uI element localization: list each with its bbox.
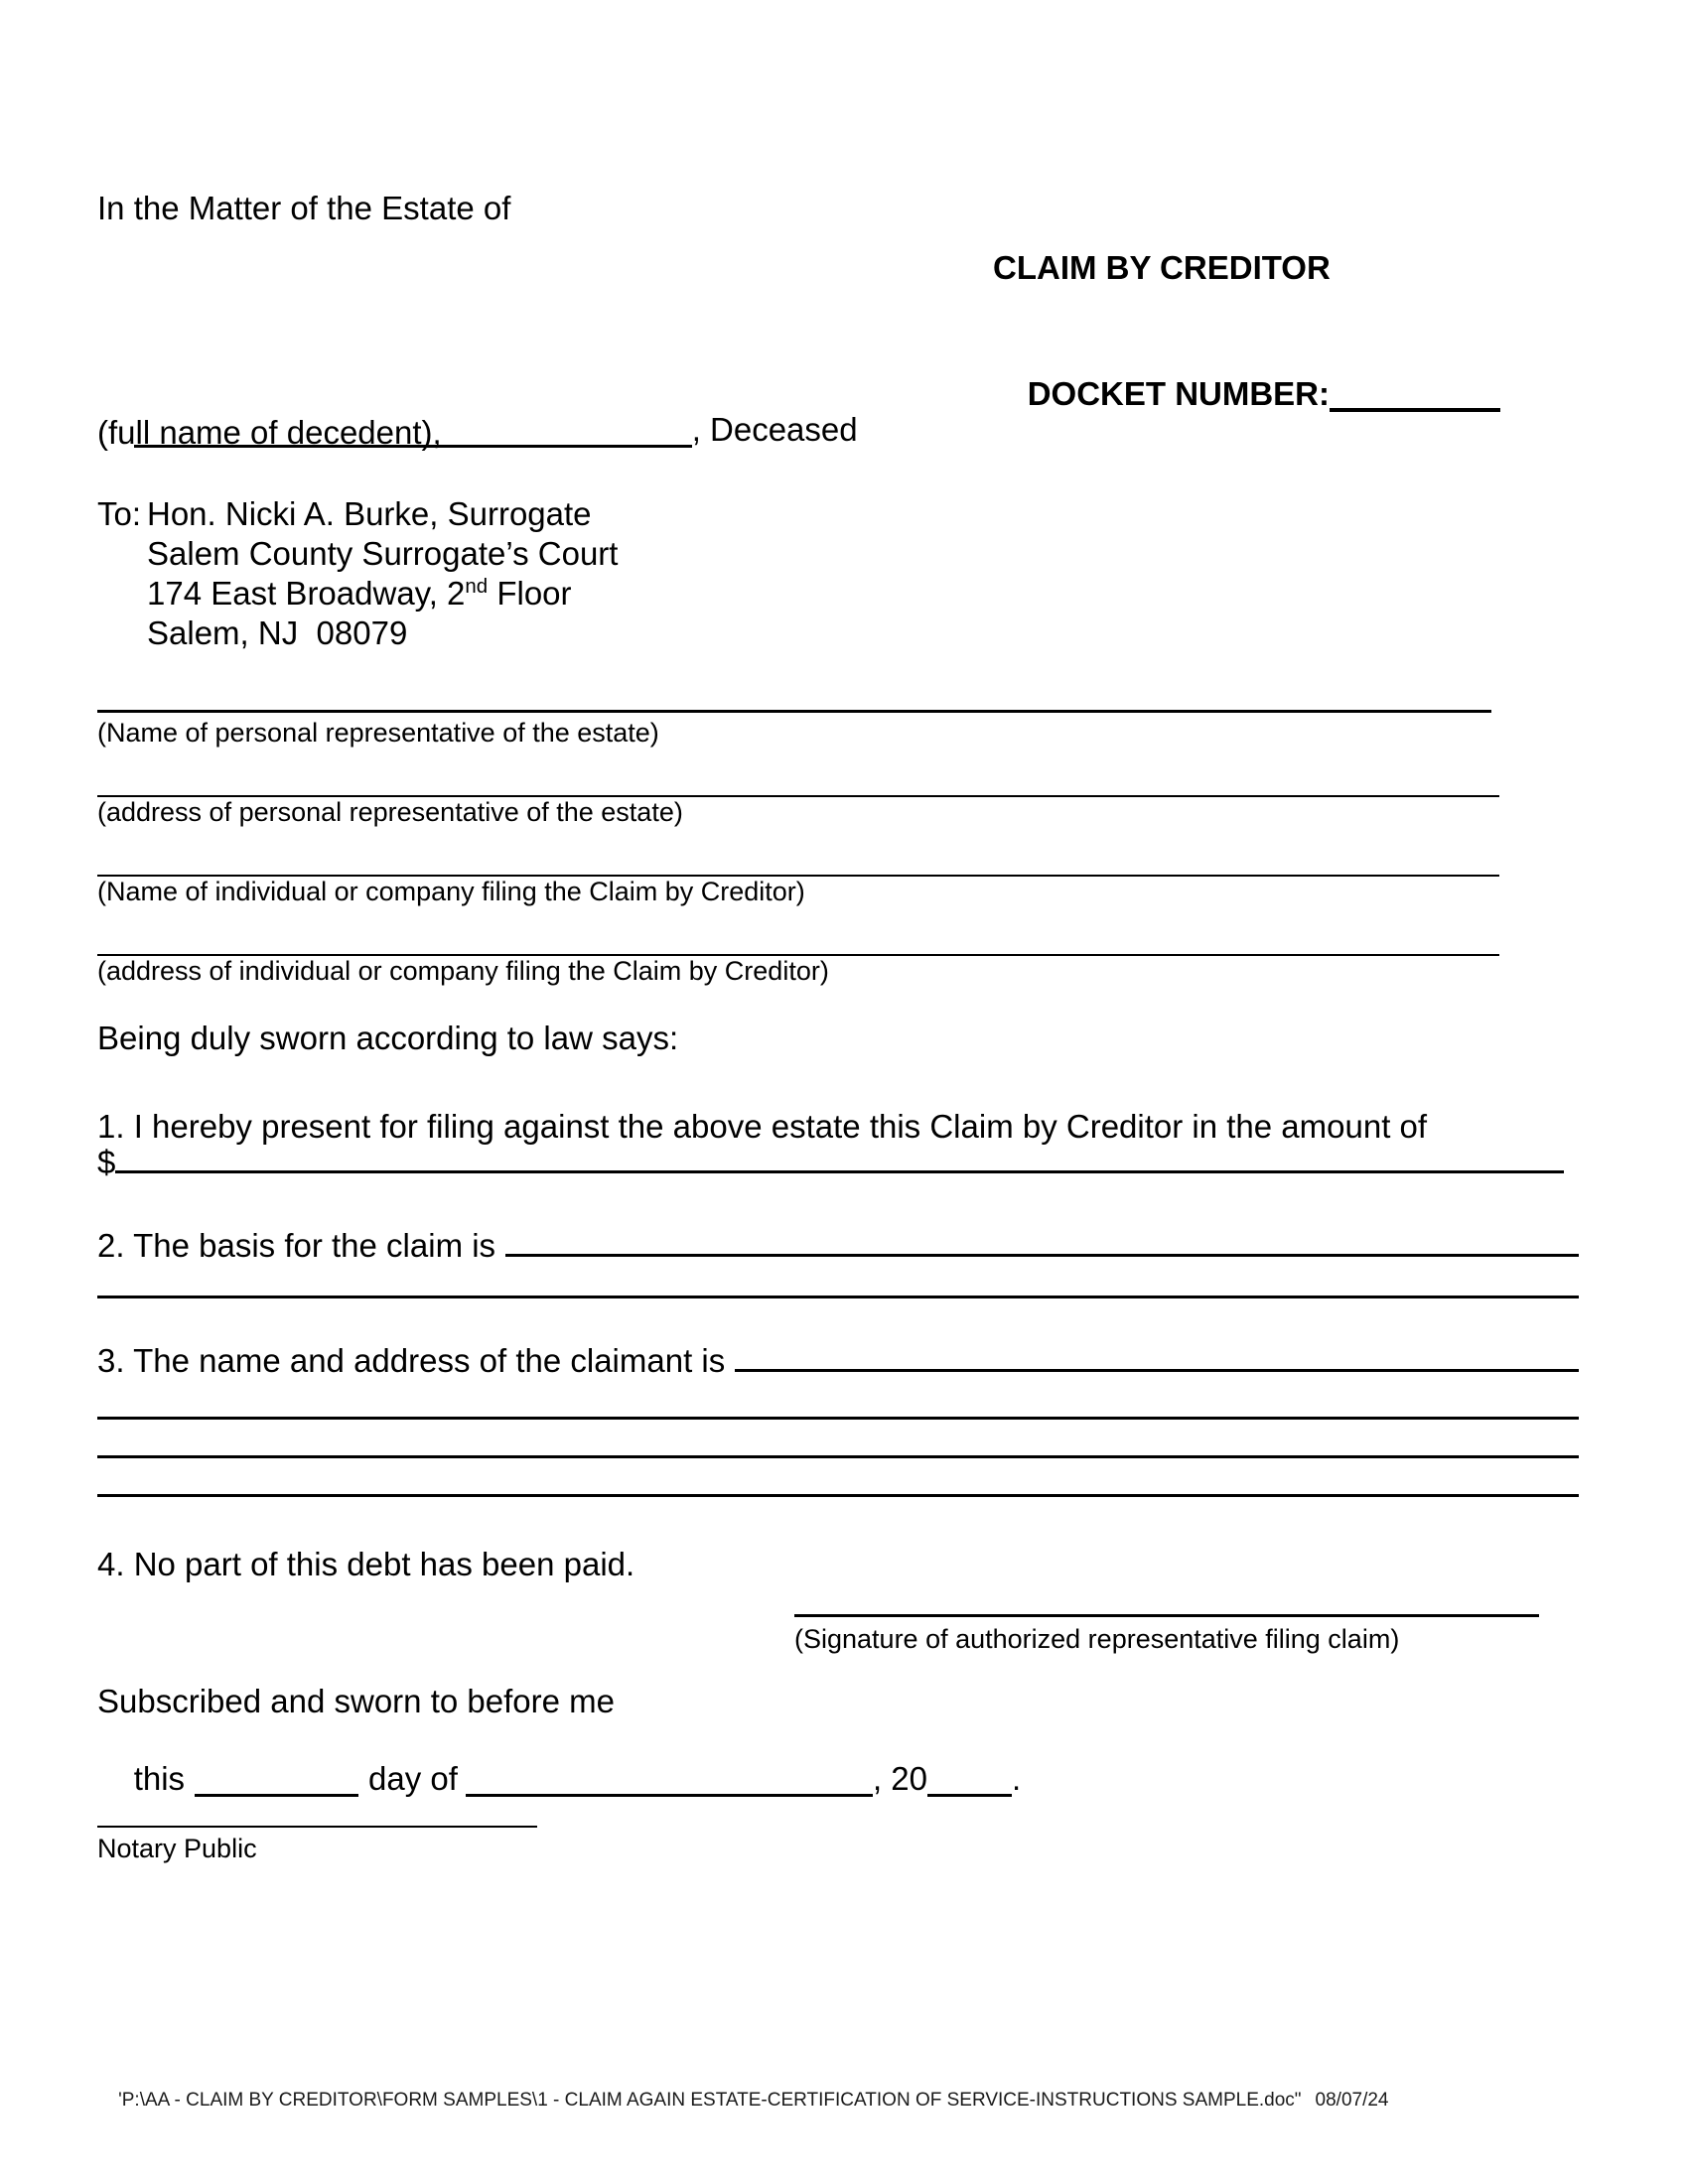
claim-title: CLAIM BY CREDITOR [993, 249, 1331, 286]
recipient-line-1: Hon. Nicki A. Burke, Surrogate [147, 495, 592, 532]
amount-field[interactable] [115, 1159, 1564, 1173]
claim-item-4: 4. No part of this debt has been paid. [97, 1546, 635, 1582]
docket-label: DOCKET NUMBER: [1027, 374, 1331, 412]
basis-field-1[interactable] [505, 1242, 1579, 1257]
basis-field-2[interactable] [97, 1296, 1579, 1298]
rep-name-field[interactable] [97, 710, 1491, 713]
day-field[interactable] [195, 1782, 358, 1797]
deceased-suffix: , Deceased [691, 410, 858, 448]
rep-name-caption: (Name of personal representative of the estate) [97, 718, 659, 748]
to-label: To: [97, 495, 142, 532]
recipient-line-4: Salem, NJ 08079 [147, 614, 408, 651]
year-prefix: , 20 [872, 1759, 927, 1797]
amount-row [97, 1144, 1564, 1182]
footer-date: 08/07/24 [1315, 2089, 1389, 2111]
this-label: this [133, 1759, 186, 1797]
claim-item-2 [97, 1227, 1579, 1266]
ordinal-superscript: nd [465, 575, 489, 598]
sworn-line: Being duly sworn according to law says: [97, 1020, 679, 1056]
notary-signature-field[interactable] [97, 1826, 537, 1828]
claimant-field-4[interactable] [97, 1494, 1579, 1497]
notary-caption: Notary Public [97, 1834, 257, 1863]
filer-name-caption: (Name of individual or company filing the Claim by Creditor) [97, 877, 805, 906]
footer-file-path: 'P:\AA - CLAIM BY CREDITOR\FORM SAMPLES\1 - CLAIM AGAIN ESTATE-CERTIFICATION OF SERVICE-INSTRUCTIONS SAMPLE.doc" [118, 2089, 1302, 2111]
matter-line: In the Matter of the Estate of [97, 190, 511, 226]
rep-address-caption: (address of personal representative of the estate) [97, 797, 683, 827]
footer-line [97, 2067, 1389, 2134]
signature-field[interactable] [794, 1614, 1539, 1617]
claim-item-3 [97, 1342, 1579, 1381]
filer-address-caption: (address of individual or company filing the Claim by Creditor) [97, 956, 829, 986]
currency-symbol: $ [97, 1144, 116, 1180]
item3-text: 3. The name and address of the claimant is [97, 1342, 726, 1379]
signature-caption: (Signature of authorized representative filing claim) [794, 1624, 1400, 1654]
docket-row [991, 337, 1500, 453]
date-line [97, 1721, 1021, 1838]
docket-number-field[interactable] [1330, 396, 1500, 412]
date-period: . [1012, 1759, 1022, 1797]
recipient-line-2: Salem County Surrogate’s Court [147, 535, 619, 572]
item2-text: 2. The basis for the claim is [97, 1227, 496, 1264]
claimant-field-1[interactable] [735, 1357, 1579, 1372]
month-field[interactable] [466, 1782, 873, 1797]
claimant-field-2[interactable] [97, 1417, 1579, 1420]
recipient-line-3: 174 East Broadway, 2nd Floor [147, 575, 572, 612]
subscribed-line: Subscribed and sworn to before me [97, 1683, 615, 1719]
claim-item-1: 1. I hereby present for filing against the above estate this Claim by Creditor in the amount of [97, 1108, 1428, 1145]
year-field[interactable] [927, 1782, 1012, 1797]
decedent-caption: (full name of decedent), [97, 414, 442, 451]
day-of-label: day of [368, 1759, 458, 1797]
claimant-field-3[interactable] [97, 1455, 1579, 1458]
